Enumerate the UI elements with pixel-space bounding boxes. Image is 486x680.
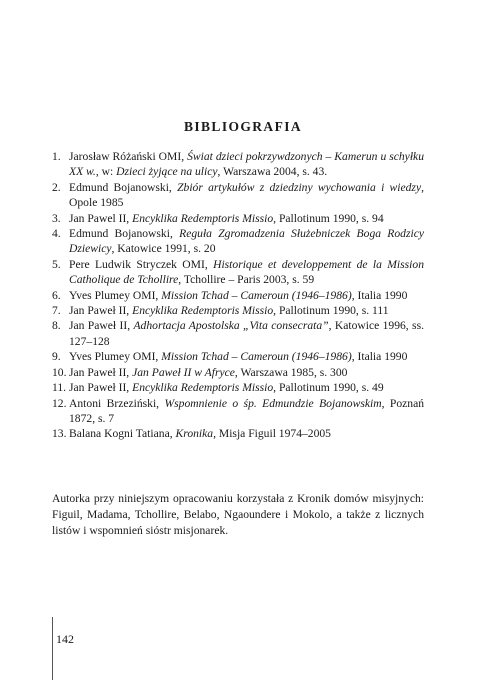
bibliography-entry [52,288,424,303]
entry-number: 4. [52,227,61,241]
entry-number: 5. [52,257,61,271]
entry-text: , Warszawa 2004, s. 43. [217,165,328,179]
entry-number: 12. [52,396,67,410]
entry-number: 1. [52,150,61,163]
entry-number: 7. [52,304,61,318]
entry-text: Yves Plumey OMI, [69,350,162,364]
entry-text: , Italia 1990 [351,350,408,364]
entry-text: Jarosław Różański OMI, [69,150,188,163]
entry-title-italic: Kronika, [175,427,216,441]
entry-text: Balana Kogni Tatiana, [69,427,176,441]
entry-text: Misja Figuil 1974–2005 [216,427,331,441]
bibliography-heading: BIBLIOGRAFIA [183,119,303,134]
page-margin-rule [52,617,53,680]
bibliography-list [52,149,424,442]
entry-text: , Warszawa 1985, s. 300 [234,365,348,379]
entry-title-italic: Mission Tchad – Cameroun (1946–1986) [161,350,352,364]
entry-title-italic: Encyklika Redemptoris Missio [132,304,274,318]
entry-text: Jan Paweł II, [69,319,134,333]
entry-text: , Katowice 1991, s. 20 [111,242,216,256]
entry-text: , Pallotinum 1990, s. 49 [273,381,384,395]
bibliography-entry [52,303,424,318]
bibliography-entry [52,257,424,288]
bibliography-entry [52,318,424,349]
bibliography-entry [52,226,424,257]
entry-text: Edmund Bojanowski, [69,180,178,194]
bibliography-entry [52,396,424,427]
entry-title-italic: Encyklika Redemptoris Missio [132,211,274,225]
entry-text: Yves Plumey OMI, [69,288,162,302]
entry-title-italic: Zbiór artykułów z dziedziny wychowania i wiedzy [177,180,422,194]
entry-text: , w: [95,165,117,179]
bibliography-entry [52,349,424,364]
entry-number: 11. [52,381,67,395]
page-number: 142 [56,632,74,646]
entry-text: Jan Pawel II, [69,211,133,225]
entry-number: 10. [52,365,67,379]
bibliography-entry [52,149,424,180]
entry-text: , Pallotinum 1990, s. 111 [273,304,389,318]
entry-title-italic: Adhortacja Apostolska „Vita consecrata” [133,319,329,333]
bibliography-entry [52,180,424,211]
entry-title-italic: Historique et developpement de la Mission Catholique de Tchollire [69,257,424,287]
sources-note: Autorka przy niniejszym opracowaniu korzystała z Kronik domów misyjnych: Figuil, Madama, Tchollire, Belabo, Ngaoundere i Mokolo, a także z licznych listów i wspomnień sióstr misjonarek. [52,492,424,537]
entry-text: , Poznań 1872, s. 7 [69,396,425,425]
entry-title-italic: Świat dzieci pokrzywdzonych – Kamerun u schyłku XX w. [69,150,424,179]
entry-number: 6. [52,288,61,302]
entry-title-italic: Mission Tchad – Cameroun (1946–1986) [161,288,352,302]
entry-text: , Opole 1985 [69,180,424,210]
entry-number: 2. [52,180,61,194]
entry-text: Jan Paweł II, [69,365,133,379]
entry-text: , Katowice 1996, ss. 127–128 [69,319,424,348]
entry-text: Jan Paweł II, [69,304,133,318]
entry-number: 8. [52,319,61,333]
entry-text: Pere Ludwik Stryczek OMI, [69,257,214,271]
entry-number: 3. [52,211,61,225]
entry-title-italic: Jan Paweł II w Afryce [132,365,235,379]
bibliography-entry [52,426,424,441]
entry-text: Jan Paweł II, [69,381,133,395]
entry-number: 9. [52,350,61,364]
entry-text: Antoni Brzeziński, [69,396,165,410]
bibliography-entry [52,365,424,380]
entry-text: , Pallotinum 1990, s. 94 [273,211,384,225]
entry-text: , Italia 1990 [351,288,408,302]
bibliography-entry [52,211,424,226]
entry-title-italic: Wspomnienie o śp. Edmundzie Bojanowskim [164,396,382,410]
entry-text: Edmund Bojanowski, [69,227,180,241]
entry-number: 13. [52,427,67,441]
entry-text: , Tchollire – Paris 2003, s. 59 [178,273,315,287]
entry-title-italic: Reguła Zgromadzenia Służebniczek Boga Rodzicy Dziewicy [69,227,424,256]
entry-title-italic: Dzieci żyjące na ulicy [116,165,218,179]
entry-title-italic: Encyklika Redemptoris Missio [132,381,274,395]
bibliography-entry [52,380,424,395]
